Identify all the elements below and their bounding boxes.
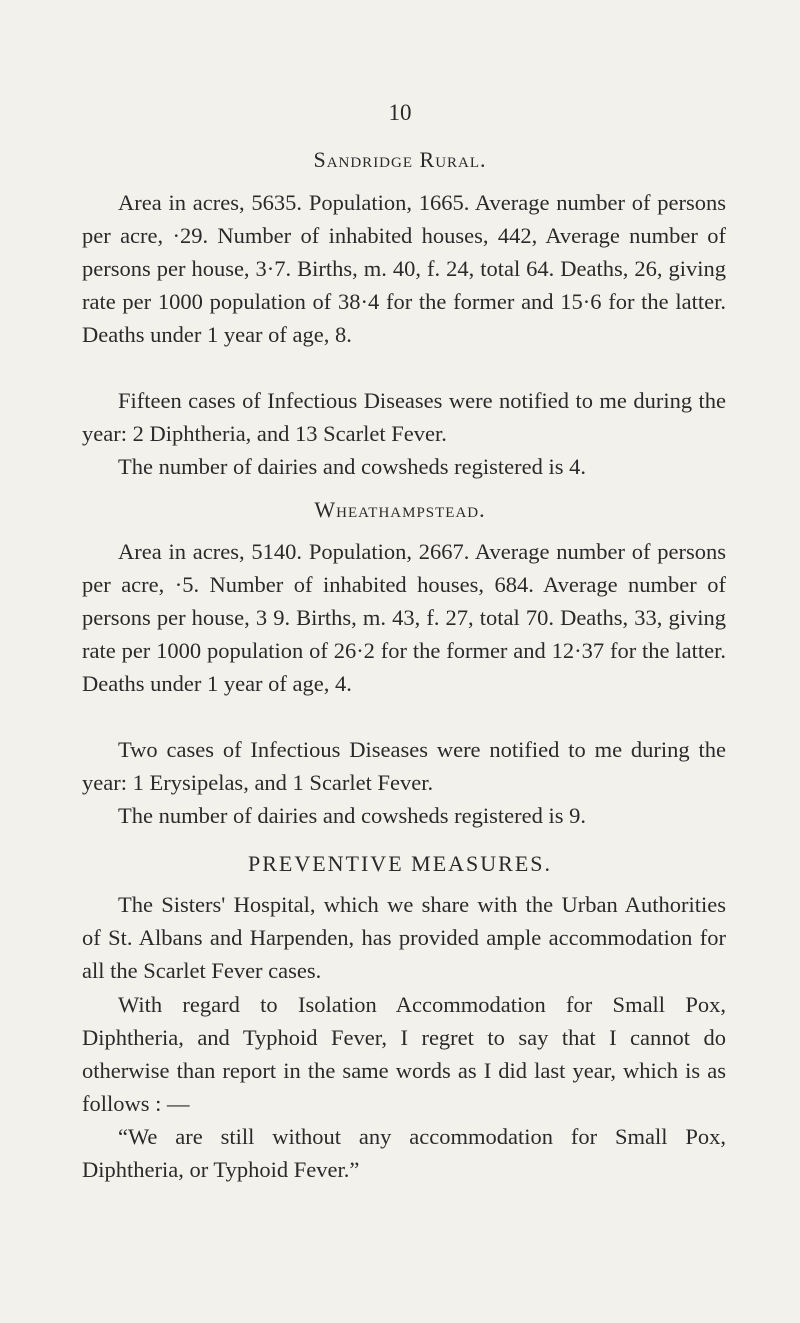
paragraph-quotation: “We are still without any accommodation for Small Pox, Diphtheria, or Typhoid Fever.” xyxy=(82,1124,726,1182)
section-heading-wheathampstead: Wheathampstead. xyxy=(314,497,486,522)
page-number: 10 xyxy=(388,100,412,125)
paragraph-wheathampstead-statistics: Area in acres, 5140. Population, 2667. Average number of persons per acre, ·5. Number of inhabited houses, 684. Average number of persons per house, 3 9. Births, m. 43, f. 27, total 70. Deaths, 33, giving rate per 1000 population of 26·2 for the former and 12·37 for the latter. Deaths under 1 year of age, 4. xyxy=(82,539,726,696)
paragraph-sandridge-dairies: The number of dairies and cowsheds registered is 4. xyxy=(118,454,586,479)
paragraph-sandridge-statistics: Area in acres, 5635. Population, 1665. Average number of persons per acre, ·29. Number of inhabited houses, 442, Average number of persons per house, 3·7. Births, m. 40, f. 24, total 64. Deaths, 26, giving rate per 1000 population of 38·4 for the former and 15·6 for the latter. Deaths under 1 year of age, 8. xyxy=(82,190,726,347)
paragraph-sandridge-infectious: Fifteen cases of Infectious Diseases were notified to me during the year: 2 Diphtheria, and 13 Scarlet Fever. xyxy=(82,388,726,446)
paragraph-wheathampstead-infectious: Two cases of Infectious Diseases were notified to me during the year: 1 Erysipelas, and 1 Scarlet Fever. xyxy=(82,737,726,795)
paragraph-wheathampstead-dairies: The number of dairies and cowsheds registered is 9. xyxy=(118,803,586,828)
paragraph-sisters-hospital: The Sisters' Hospital, which we share with the Urban Authorities of St. Albans and Harpenden, has provided ample accommodation for all the Scarlet Fever cases. xyxy=(82,892,726,983)
section-heading-sandridge-rural: Sandridge Rural. xyxy=(313,147,487,172)
paragraph-isolation-accommodation: With regard to Isolation Accommodation for Small Pox, Diphtheria, and Typhoid Fever, I regret to say that I cannot do otherwise than report in the same words as I did last year, which is as follows : — xyxy=(82,992,726,1116)
section-heading-preventive-measures: PREVENTIVE MEASURES. xyxy=(247,851,552,876)
